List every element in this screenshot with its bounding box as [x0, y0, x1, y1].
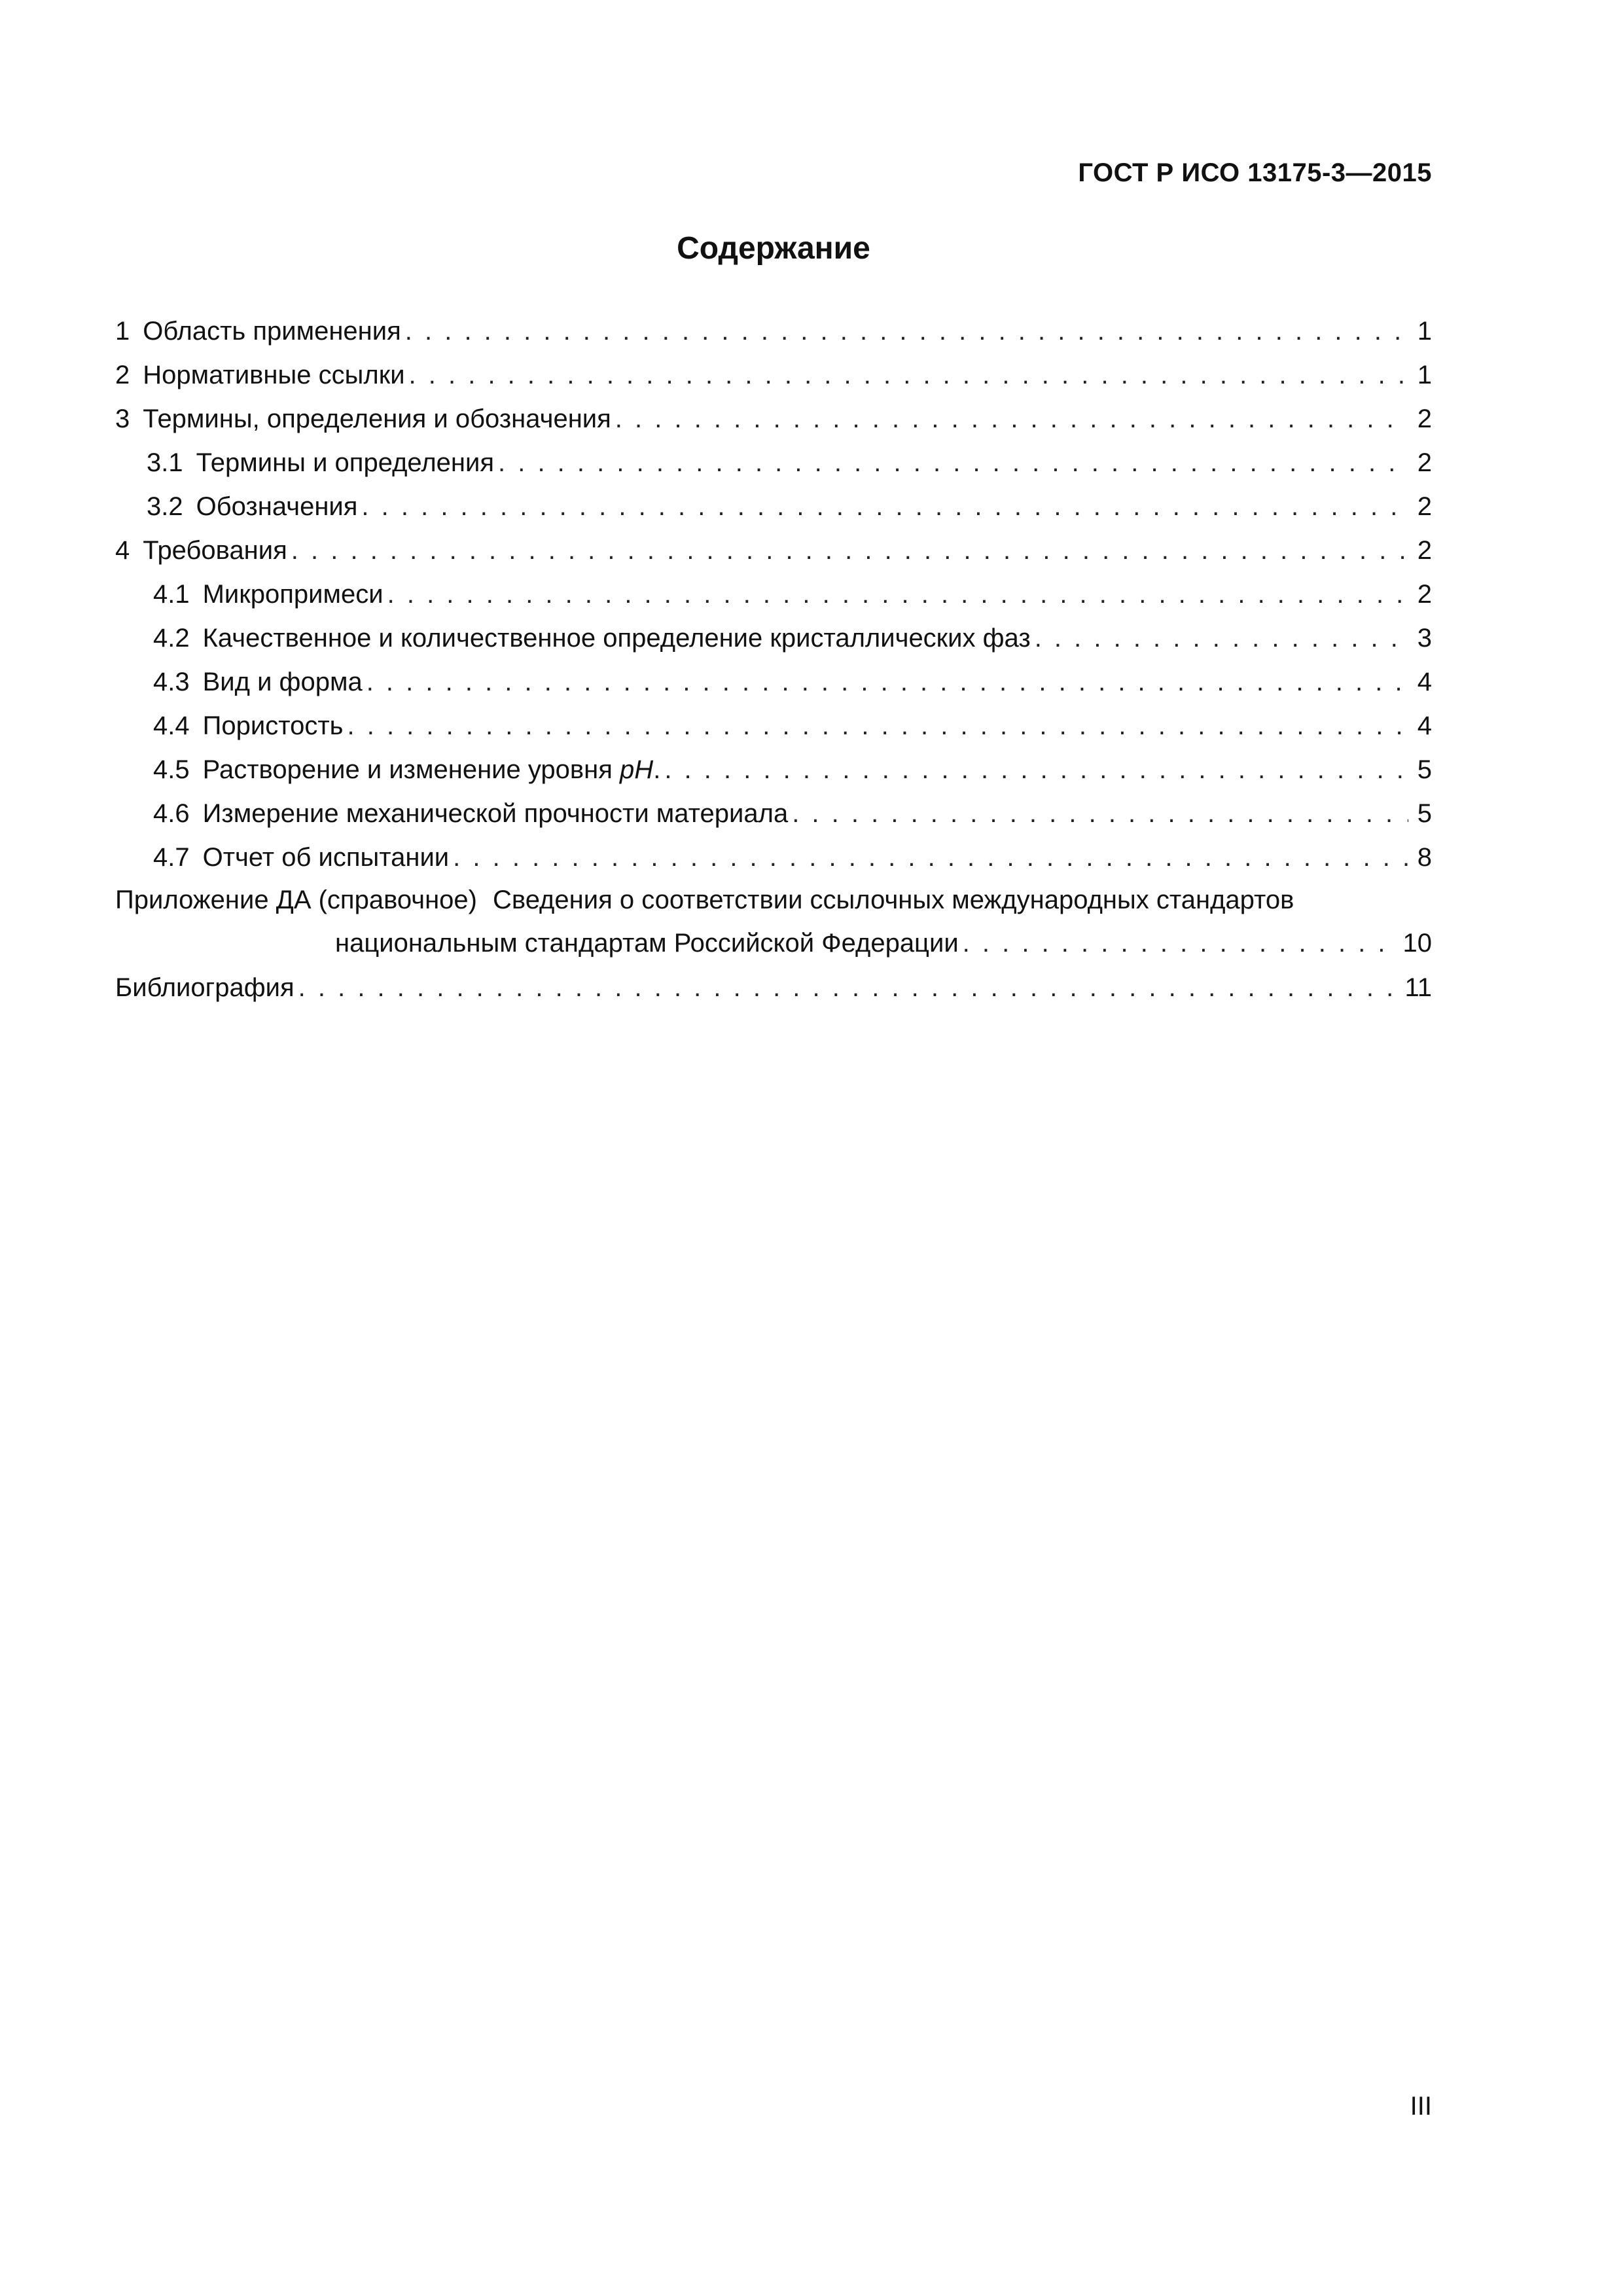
toc-leader-dots	[405, 310, 1408, 353]
table-of-contents	[115, 310, 1432, 1010]
toc-entry-title: Нормативные ссылки	[143, 361, 405, 389]
appendix-title-line-1: Сведения о соответствии ссылочных международных стандартов	[493, 886, 1294, 914]
appendix-line-2	[115, 920, 1432, 966]
toc-leader-dots	[453, 836, 1408, 880]
toc-entry-page: 2	[1417, 492, 1432, 521]
toc-entry-number: 4	[115, 536, 130, 565]
toc-entry-3-1[interactable]	[115, 441, 1432, 485]
toc-entry-3[interactable]	[115, 397, 1432, 441]
toc-entry-1[interactable]	[115, 310, 1432, 353]
toc-entry-page: 1	[1417, 317, 1432, 346]
toc-entry-number: 1	[115, 317, 130, 346]
toc-entry-4-3[interactable]	[115, 660, 1432, 704]
toc-entry-4-6[interactable]	[115, 792, 1432, 836]
toc-entry-title: Качественное и количественное определение кристаллических фаз	[202, 624, 1031, 653]
appendix-label: Приложение ДА (справочное)	[115, 886, 477, 914]
toc-entry-number: 2	[115, 361, 130, 389]
toc-entry-title: Требования	[143, 536, 287, 565]
toc-entry-page: 2	[1417, 580, 1432, 609]
toc-entry-title: Микропримеси	[202, 580, 383, 609]
toc-entry-page: 5	[1417, 799, 1432, 828]
toc-entry-title: Термины и определения	[196, 448, 494, 477]
toc-entry-4-1[interactable]	[115, 573, 1432, 617]
toc-entry-appendix[interactable]	[115, 880, 1432, 966]
toc-entry-page: 11	[1404, 973, 1432, 1002]
toc-entry-4-5[interactable]	[115, 748, 1432, 792]
toc-entry-number: 4.7	[153, 843, 190, 872]
toc-entry-title: Область применения	[143, 317, 401, 346]
toc-entry-number: 4.2	[153, 624, 190, 653]
toc-entry-page: 5	[1417, 755, 1432, 784]
toc-entry-number: 3.1	[147, 448, 183, 477]
toc-entry-number: 3	[115, 404, 130, 433]
toc-entry-number: 4.3	[153, 668, 190, 696]
toc-entry-page: 2	[1417, 536, 1432, 565]
toc-entry-page: 4	[1417, 711, 1432, 740]
toc-entry-page: 1	[1417, 361, 1432, 389]
toc-entry-title-suffix: .	[653, 755, 661, 784]
toc-entry-title: Отчет об испытании	[202, 843, 450, 872]
toc-leader-dots	[792, 792, 1408, 836]
toc-entry-title: Вид и форма	[202, 668, 363, 696]
toc-entry-page: 10	[1402, 929, 1432, 958]
toc-leader-dots	[409, 353, 1408, 397]
toc-entry-number: 4.4	[153, 711, 190, 740]
toc-leader-dots	[298, 966, 1400, 1010]
toc-leader-dots	[366, 660, 1408, 704]
toc-entry-page: 3	[1417, 624, 1432, 653]
toc-entry-title: Обозначения	[196, 492, 358, 521]
toc-entry-title-ph: pH	[620, 755, 654, 784]
toc-leader-dots	[963, 920, 1398, 966]
toc-entry-title: Библиография	[115, 973, 294, 1002]
toc-leader-dots	[1035, 617, 1408, 660]
toc-leader-dots	[498, 441, 1408, 485]
toc-leader-dots	[615, 397, 1408, 441]
appendix-line-1	[115, 880, 1432, 920]
toc-entry-number: 3.2	[147, 492, 183, 521]
toc-entry-page: 2	[1417, 448, 1432, 477]
toc-heading: Содержание	[677, 231, 870, 266]
toc-entry-4-4[interactable]	[115, 704, 1432, 748]
toc-leader-dots	[347, 704, 1408, 748]
toc-entry-title	[203, 748, 661, 792]
toc-entry-4-2[interactable]	[115, 617, 1432, 660]
toc-entry-number: 4.1	[153, 580, 190, 609]
toc-entry-title: Пористость	[202, 711, 344, 740]
document-header-code: ГОСТ Р ИСО 13175-3—2015	[1078, 158, 1432, 187]
toc-entry-3-2[interactable]	[115, 485, 1432, 529]
toc-entry-title-main: Растворение и изменение уровня	[202, 755, 613, 784]
toc-entry-page: 8	[1417, 843, 1432, 872]
toc-leader-dots	[387, 573, 1408, 617]
toc-entry-title: Термины, определения и обозначения	[143, 404, 611, 433]
toc-entry-number: 4.5	[153, 755, 190, 784]
page-number: III	[1410, 2092, 1432, 2121]
toc-entry-page: 4	[1417, 668, 1432, 696]
toc-entry-4[interactable]	[115, 529, 1432, 573]
appendix-title-line-2: национальным стандартам Российской Федерации	[335, 929, 959, 958]
toc-entry-4-7[interactable]	[115, 836, 1432, 880]
toc-leader-dots	[291, 529, 1408, 573]
toc-leader-dots	[361, 485, 1408, 529]
toc-leader-dots	[664, 748, 1408, 792]
toc-entry-number: 4.6	[153, 799, 190, 828]
toc-entry-page: 2	[1417, 404, 1432, 433]
toc-entry-title: Измерение механической прочности материала	[202, 799, 789, 828]
toc-entry-bibliography[interactable]	[115, 966, 1432, 1010]
toc-entry-2[interactable]	[115, 353, 1432, 397]
